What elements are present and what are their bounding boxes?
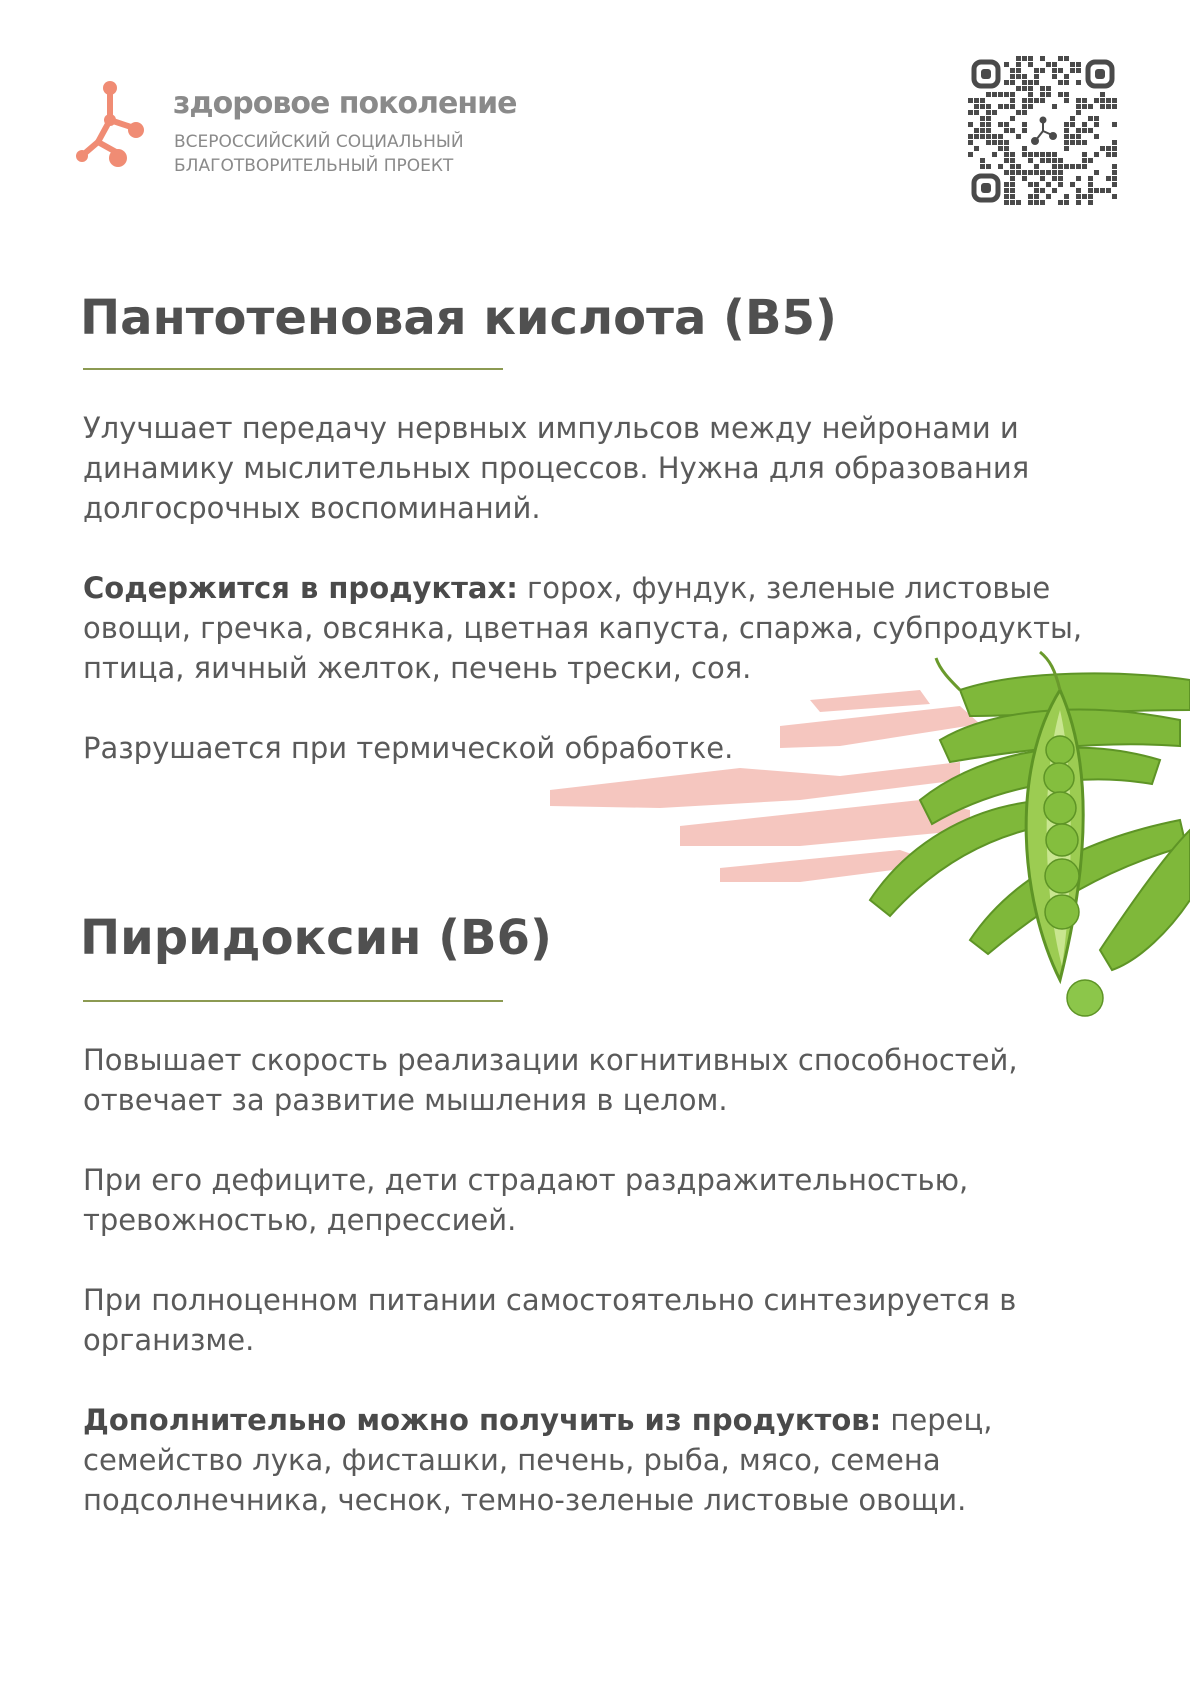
org-name: здоровое поколение (173, 86, 517, 121)
b5-sources-list: горох, фундук, зеленые листовые овощи, гречка, овсянка, цветная капуста, спаржа, субпродукты, птица, яичный желток, печень трески, соя. (83, 571, 1083, 685)
molecule-logo-icon (76, 78, 148, 174)
section-divider (83, 1000, 503, 1002)
b5-note: Разрушается при термической обработке. (83, 731, 734, 765)
b6-sources-list: перец, семейство лука, фисташки, печень, рыба, мясо, семена подсолнечника, чеснок, темно-зеленые листовые овощи. (83, 1403, 993, 1517)
b6-description: Повышает скорость реализации когнитивных способностей, отвечает за развитие мышления в целом. (83, 1043, 1018, 1117)
b6-synthesis: При полноценном питании самостоятельно синтезируется в организме. (83, 1283, 1017, 1357)
b6-sources-label: Дополнительно можно получить из продуктов: (83, 1403, 882, 1437)
org-subtitle (174, 130, 464, 178)
section-title-b6: Пиридоксин (B6) (80, 910, 552, 966)
b5-description: Улучшает передачу нервных импульсов между нейронами и динамику мыслительных процессов. Нужна для образования долгосрочных воспоминаний. (83, 411, 1030, 525)
qr-code-icon[interactable] (968, 56, 1118, 206)
section-divider (83, 368, 503, 370)
peas-illustration (540, 650, 1190, 1100)
org-subtitle-line-1: ВСЕРОССИЙСКИЙ СОЦИАЛЬНЫЙ (174, 132, 464, 152)
b6-deficiency: При его дефиците, дети страдают раздражительностью, тревожностью, депрессией. (83, 1163, 969, 1237)
b5-sources-label: Содержится в продуктах: (83, 571, 518, 605)
section-title-b5: Пантотеновая кислота (B5) (80, 290, 837, 346)
org-subtitle-line-2: БЛАГОТВОРИТЕЛЬНЫЙ ПРОЕКТ (174, 156, 454, 176)
b6-sources (83, 1400, 1143, 1520)
